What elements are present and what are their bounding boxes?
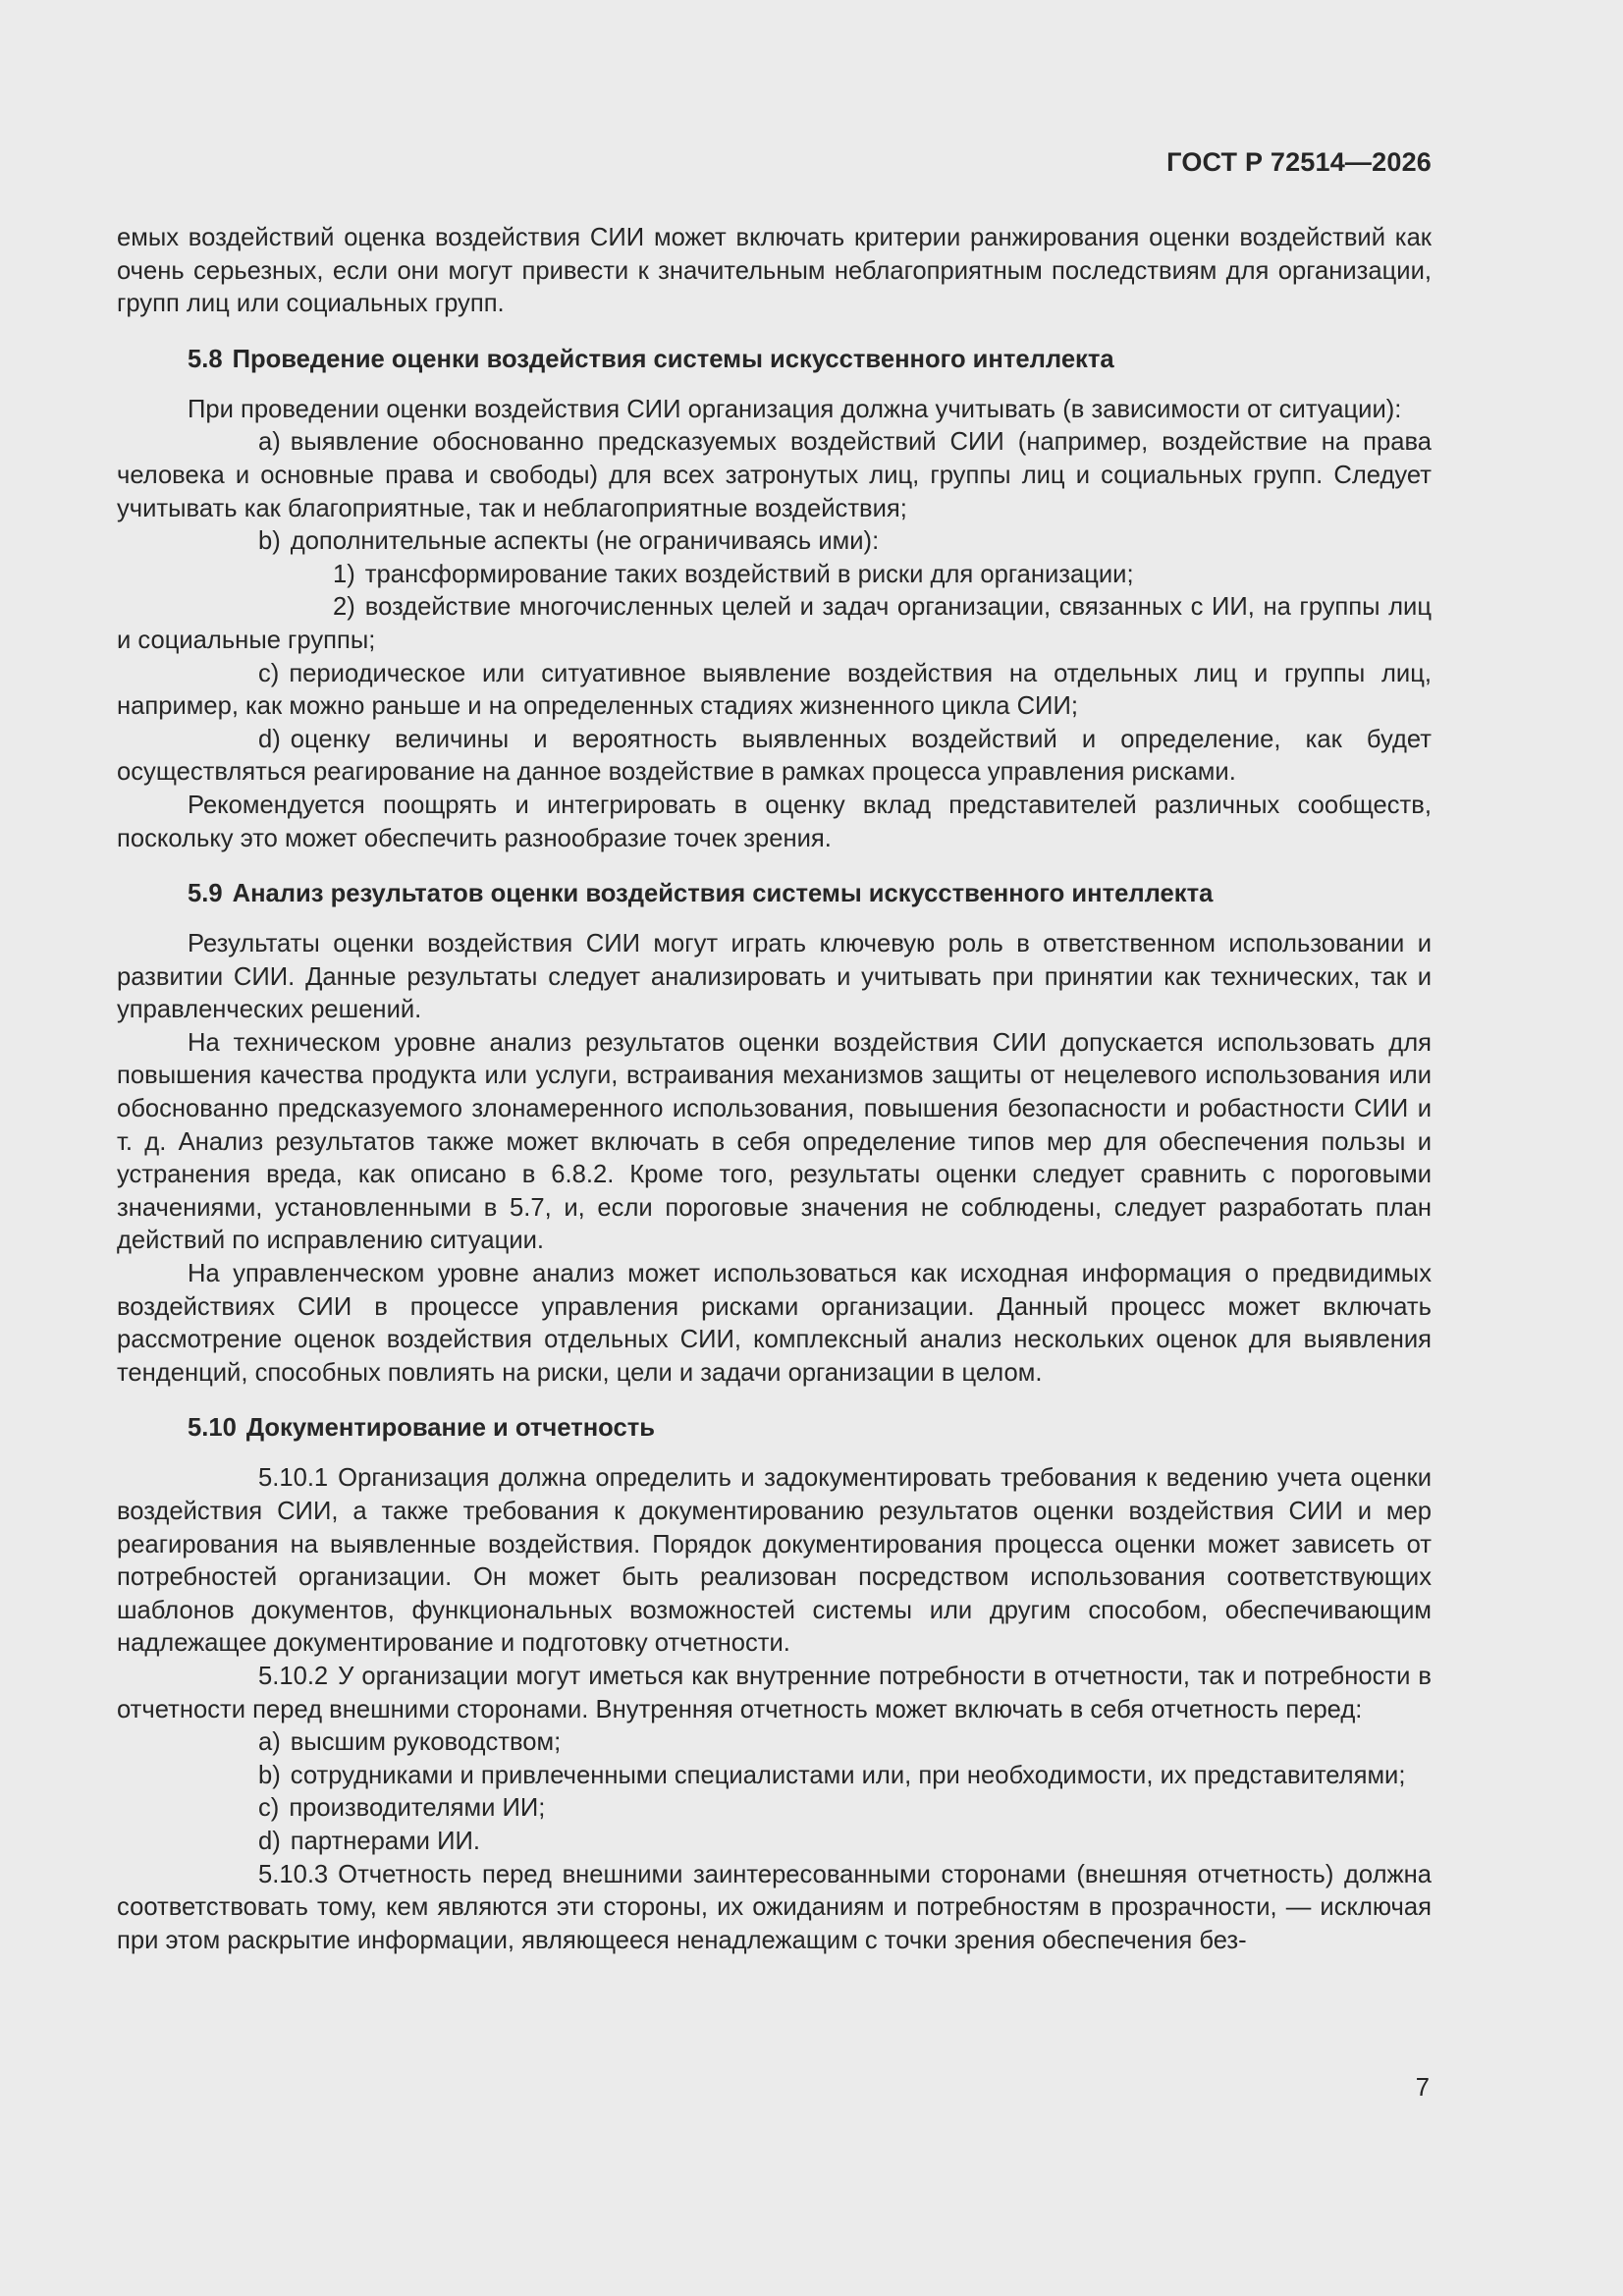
s5102-item-b bbox=[117, 1760, 1432, 1793]
list-item-text: оценку величины и вероятность выявленных воздействий и определение, как будет осуществляться реагирование на данное воздействие в рамках процесса управления рисками. bbox=[117, 725, 1432, 787]
document-body bbox=[117, 222, 1432, 1957]
s58-item-a bbox=[117, 426, 1432, 525]
list-item-text: трансформирование таких воздействий в риски для организации; bbox=[364, 560, 1134, 588]
section-number: 5.10 bbox=[188, 1414, 237, 1443]
list-marker: d) bbox=[258, 1827, 281, 1855]
clause-text: Отчетность перед внешними заинтересованными сторонами (внешняя отчетность) должна соответствовать тому, кем являются эти стороны, их ожиданиям и потребностям в прозрачности, — исключая при этом раскрытие информации, являющееся ненадлежащим с точки зрения обеспечения без- bbox=[117, 1860, 1432, 1954]
list-marker: c) bbox=[258, 659, 280, 687]
s59-paragraph-2: На техническом уровне анализ результатов оценки воздействия СИИ допускается использовать для повышения качества продукта или услуги, встраивания механизмов защиты от нецелевого использования или обоснованно предсказуемого злонамеренного использования, повышения безопасности и робастности СИИ и т. д. Анализ результатов также может включать в себя определение типов мер для обеспечения пользы и устранения вреда, как описано в 6.8.2. Кроме того, результаты оценки следует сравнить с пороговыми значениями, установленными в 5.7, и, если пороговые значения не соблюдены, следует разработать план действий по исправлению ситуации. bbox=[117, 1028, 1432, 1255]
s5102-item-d bbox=[117, 1826, 1432, 1859]
list-marker: a) bbox=[258, 1728, 281, 1757]
list-marker: d) bbox=[258, 725, 281, 753]
clause-number: 5.10.2 bbox=[258, 1662, 329, 1690]
list-item-text: воздействие многочисленных целей и задач организации, связанных с ИИ, на группы лиц и социальные группы; bbox=[117, 593, 1432, 654]
list-marker: b) bbox=[258, 1761, 281, 1789]
s58-item-c bbox=[117, 658, 1432, 724]
section-number: 5.8 bbox=[188, 345, 223, 373]
list-marker: a) bbox=[258, 428, 281, 457]
list-item-text: производителями ИИ; bbox=[289, 1794, 546, 1823]
clause-text: У организации могут иметься как внутренние потребности в отчетности, так и потребности в отчетности перед внешними сторонами. Внутренняя отчетность может включать в себя отчетность перед: bbox=[117, 1662, 1432, 1723]
s5102-item-c bbox=[117, 1792, 1432, 1826]
list-item-text: выявление обоснованно предсказуемых воздействий СИИ (например, воздействие на права человека и основные права и свободы) для всех затронутых лиц, группы лиц и социальных групп. Следует учитывать как благоприятные, так и неблагоприятные воздействия; bbox=[117, 428, 1432, 522]
list-item-text: дополнительные аспекты (не ограничиваясь ими): bbox=[290, 527, 880, 556]
s58-recommendation-paragraph: Рекомендуется поощрять и интегрировать в оценку вклад представителей различных сообществ, поскольку это может обеспечить разнообразие точек зрения. bbox=[117, 791, 1432, 852]
s5103-paragraph bbox=[117, 1859, 1432, 1958]
s58-item-b2 bbox=[117, 591, 1432, 657]
page-number: 7 bbox=[1415, 2074, 1430, 2102]
list-marker: b) bbox=[258, 527, 281, 556]
s59-paragraph-3: На управленческом уровне анализ может использоваться как исходная информация о предвидимых воздействиях СИИ в процессе управления рисками организации. Данный процесс может включать рассмотрение оценок воздействия отдельных СИИ, комплексный анализ нескольких оценок для выявления тенденций, способных повлиять на риски, цели и задачи организации в целом. bbox=[117, 1260, 1432, 1387]
list-item-text: высшим руководством; bbox=[290, 1728, 562, 1757]
s5101-paragraph bbox=[117, 1462, 1432, 1661]
clause-number: 5.10.1 bbox=[258, 1464, 329, 1493]
section-title: Проведение оценки воздействия системы искусственного интеллекта bbox=[232, 345, 1114, 373]
section-5-8-heading bbox=[117, 343, 1432, 376]
section-5-10-heading bbox=[117, 1411, 1432, 1445]
s5102-item-a bbox=[117, 1726, 1432, 1760]
clause-text: Организация должна определить и задокументировать требования к ведению учета оценки воздействия СИИ, а также требования к документированию результатов оценки воздействия СИИ и мер реагирования на выявленные воздействия. Порядок документирования процесса оценки может зависеть от потребностей организации. Он может быть реализован посредством использования соответствующих шаблонов документов, функциональных возможностей системы или другим способом, обеспечивающим надлежащее документирование и подготовку отчетности. bbox=[117, 1464, 1432, 1658]
clause-number: 5.10.3 bbox=[258, 1860, 329, 1888]
list-marker: 1) bbox=[333, 560, 355, 588]
intro-paragraph: емых воздействий оценка воздействия СИИ может включать критерии ранжирования оценки воздействий как очень серьезных, если они могут привести к значительным неблагоприятным последствиям для организации, групп лиц или социальных групп. bbox=[117, 224, 1432, 318]
list-marker: 2) bbox=[333, 593, 355, 622]
list-item-text: сотрудниками и привлеченными специалистами или, при необходимости, их представителями; bbox=[290, 1761, 1406, 1789]
section-title: Документирование и отчетность bbox=[245, 1414, 655, 1443]
section-title: Анализ результатов оценки воздействия системы искусственного интеллекта bbox=[232, 880, 1214, 908]
list-item-text: партнерами ИИ. bbox=[290, 1827, 480, 1855]
list-marker: c) bbox=[258, 1794, 280, 1823]
document-id-header: ГОСТ Р 72514—2026 bbox=[1166, 147, 1432, 177]
s58-item-d bbox=[117, 724, 1432, 790]
section-number: 5.9 bbox=[188, 880, 223, 908]
s58-item-b1 bbox=[117, 559, 1432, 592]
s58-lead-paragraph: При проведении оценки воздействия СИИ организация должна учитывать (в зависимости от ситуации): bbox=[188, 395, 1402, 423]
list-item-text: периодическое или ситуативное выявление воздействия на отдельных лиц и группы лиц, например, как можно раньше и на определенных стадиях жизненного цикла СИИ; bbox=[117, 659, 1432, 721]
s58-item-b bbox=[117, 525, 1432, 559]
s59-paragraph-1: Результаты оценки воздействия СИИ могут играть ключевую роль в ответственном использовании и развитии СИИ. Данные результаты следует анализировать и учитывать при принятии как технических, так и управленческих решений. bbox=[117, 930, 1432, 1024]
s5102-paragraph bbox=[117, 1661, 1432, 1726]
section-5-9-heading bbox=[117, 877, 1432, 910]
